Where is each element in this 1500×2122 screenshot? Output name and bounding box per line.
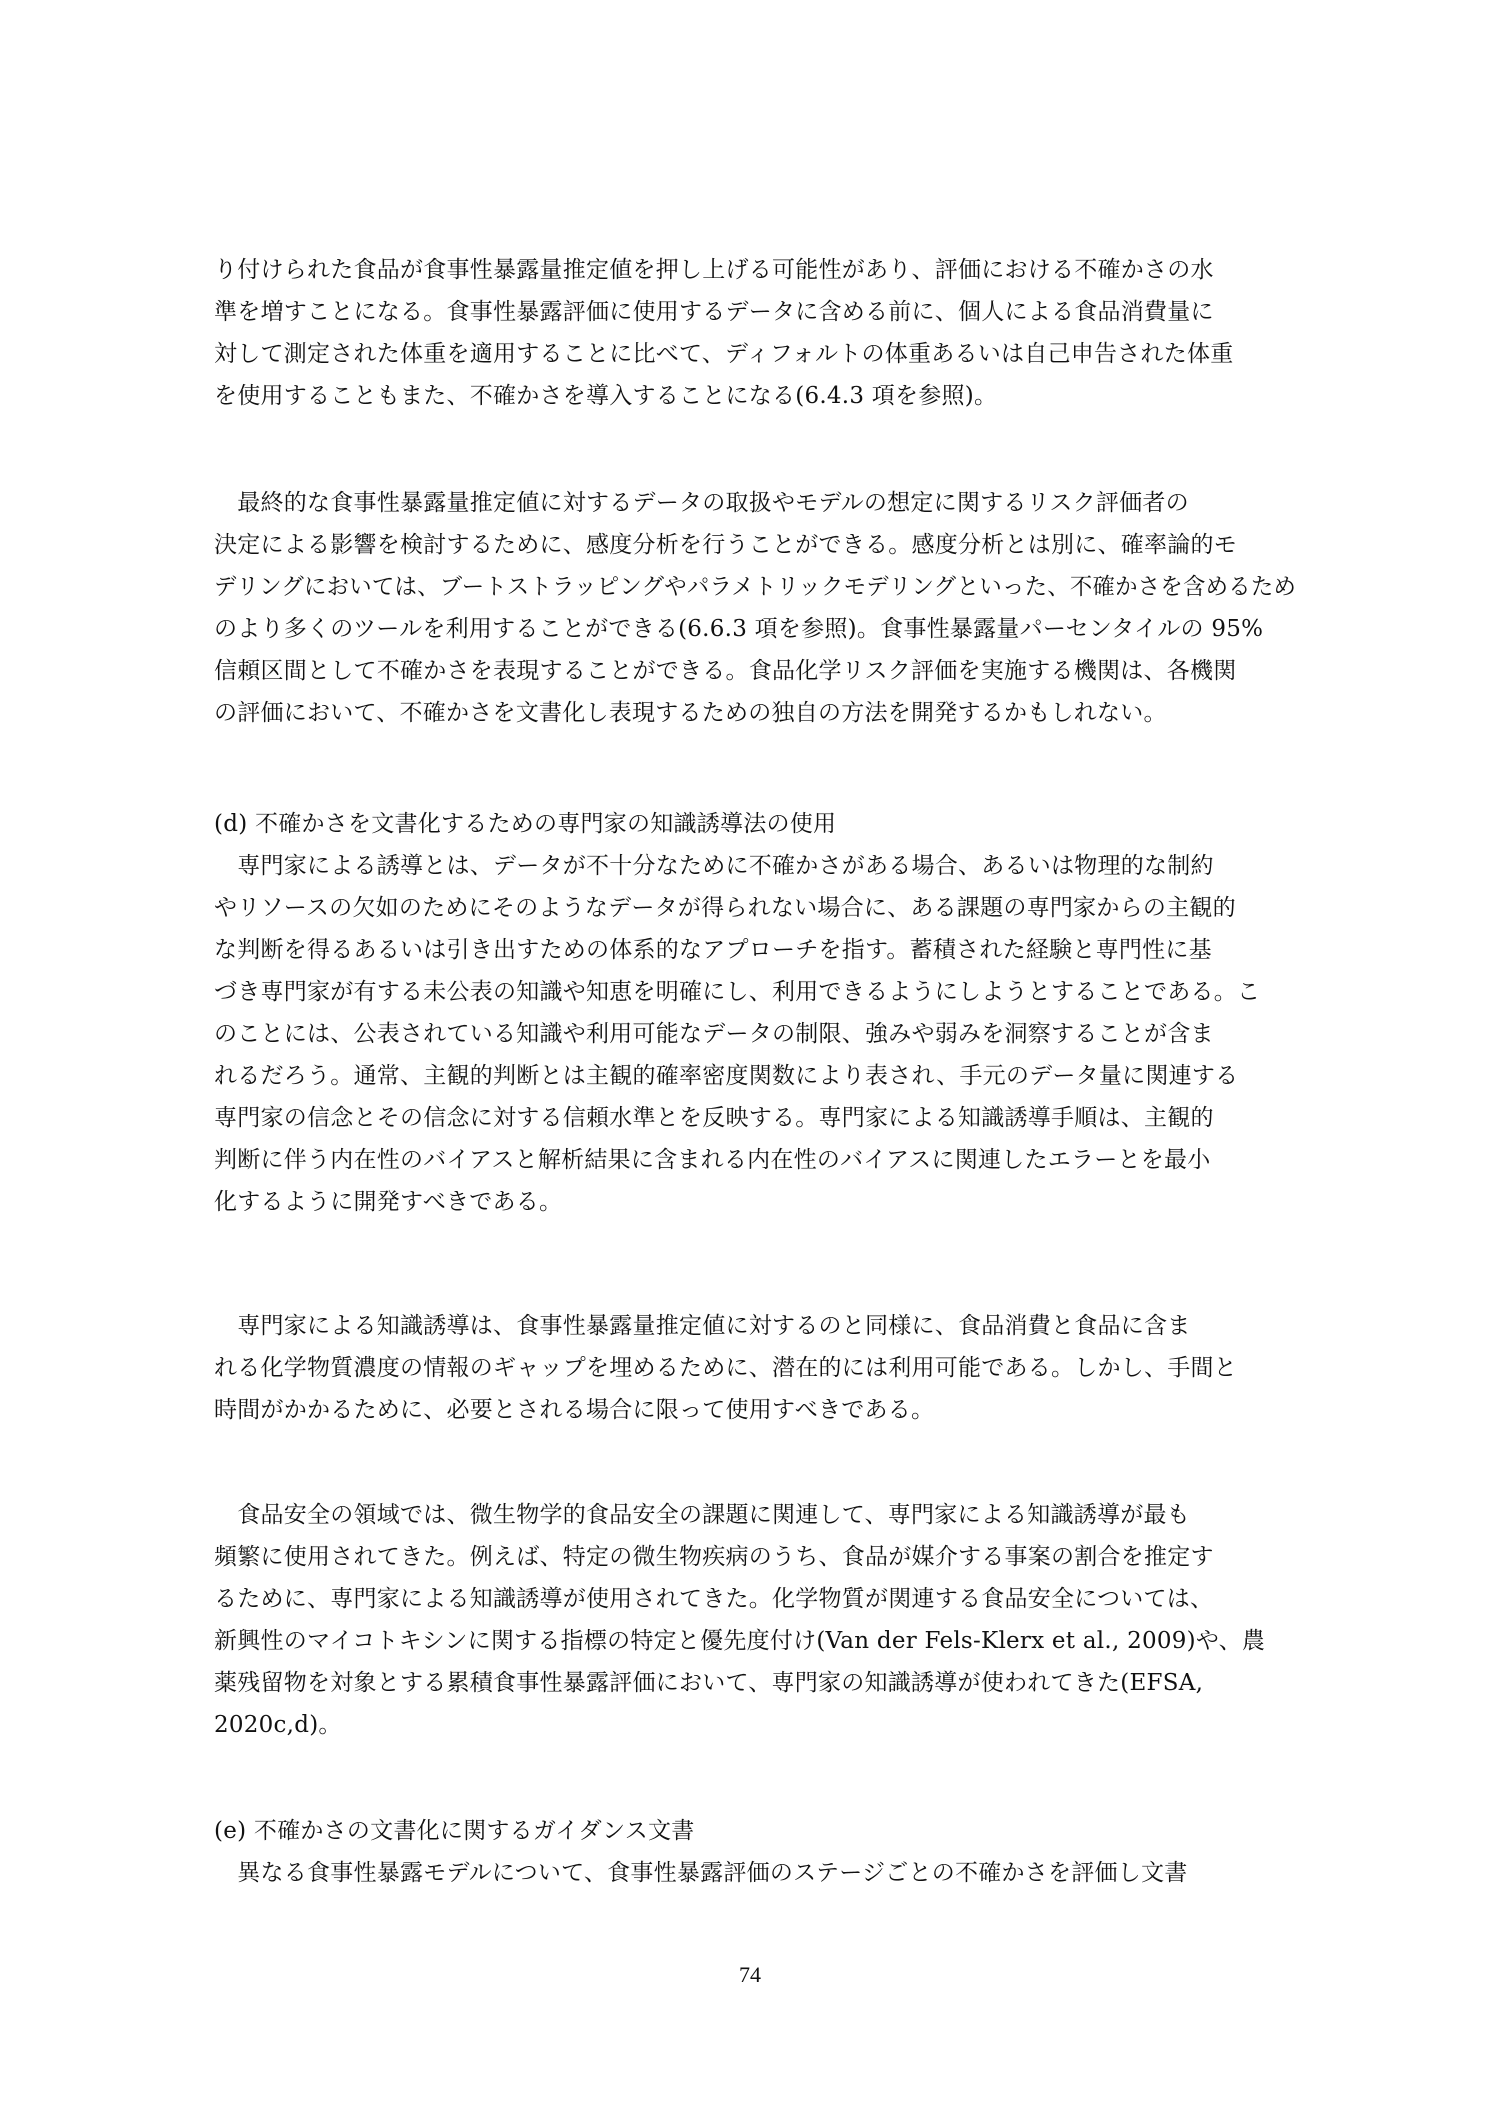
paragraph-2	[214, 482, 1296, 734]
text-line: のことには、公表されている知識や利用可能なデータの制限、強みや弱みを洞察することが含ま	[214, 1021, 1214, 1047]
text-line: 頻繁に使用されてきた。例えば、特定の微生物疾病のうち、食品が媒介する事案の割合を推定す	[214, 1544, 1214, 1570]
text-line: 信頼区間として不確かさを表現することができる。食品化学リスク評価を実施する機関は、各機関	[214, 658, 1237, 684]
section-heading: (d) 不確かさを文書化するための専門家の知識誘導法の使用	[214, 811, 837, 837]
text-line: やリソースの欠如のためにそのようなデータが得られない場合に、ある課題の専門家からの主観的	[214, 895, 1236, 921]
text-line: 決定による影響を検討するために、感度分析を行うことができる。感度分析とは別に、確率論的モ	[214, 532, 1237, 558]
text-line: 新興性のマイコトキシンに関する指標の特定と優先度付け(Van der Fels-Klerx et al., 2009)や、農	[214, 1628, 1266, 1654]
text-line: り付けられた食品が食事性暴露量推定値を押し上げる可能性があり、評価における不確かさの水	[214, 257, 1214, 283]
text-line: 専門家の信念とその信念に対する信頼水準とを反映する。専門家による知識誘導手順は、主観的	[214, 1105, 1214, 1131]
text-line: のより多くのツールを利用することができる(6.6.3 項を参照)。食事性暴露量パーセンタイルの 95%	[214, 616, 1264, 642]
text-line: 判断に伴う内在性のバイアスと解析結果に含まれる内在性のバイアスに関連したエラーとを最小	[214, 1147, 1211, 1173]
text-line: るために、専門家による知識誘導が使用されてきた。化学物質が関連する食品安全については、	[214, 1586, 1214, 1612]
section-e	[214, 1810, 1296, 1894]
text-line: デリングにおいては、ブートストラッピングやパラメトリックモデリングといった、不確かさを含めるため	[214, 574, 1297, 600]
text-line: れる化学物質濃度の情報のギャップを埋めるために、潜在的には利用可能である。しかし、手間と	[214, 1355, 1237, 1381]
text-line: 2020c,d)。	[214, 1712, 342, 1738]
text-line: 準を増すことになる。食事性暴露評価に使用するデータに含める前に、個人による食品消費量に	[214, 299, 1214, 325]
text-line: 食品安全の領域では、微生物学的食品安全の課題に関連して、専門家による知識誘導が最も	[214, 1502, 1191, 1528]
text-line: 薬残留物を対象とする累積食事性暴露評価において、専門家の知識誘導が使われてきた(EFSA,	[214, 1670, 1204, 1696]
text-line: づき専門家が有する未公表の知識や知恵を明確にし、利用できるようにしようとすることである。こ	[214, 979, 1261, 1005]
text-line: れるだろう。通常、主観的判断とは主観的確率密度関数により表され、手元のデータ量に関連する	[214, 1063, 1239, 1089]
section-d	[214, 803, 1296, 1223]
text-line: の評価において、不確かさを文書化し表現するための独自の方法を開発するかもしれない。	[214, 700, 1167, 726]
text-line: 専門家による誘導とは、データが不十分なために不確かさがある場合、あるいは物理的な制約	[214, 853, 1214, 879]
paragraph-5	[214, 1494, 1296, 1746]
page-number: 74	[739, 1962, 761, 1987]
paragraph-4	[214, 1305, 1296, 1431]
text-line: 化するように開発すべきである。	[214, 1189, 563, 1215]
section-heading: (e) 不確かさの文書化に関するガイダンス文書	[214, 1818, 695, 1844]
text-line: 最終的な食事性暴露量推定値に対するデータの取扱やモデルの想定に関するリスク評価者の	[214, 490, 1189, 516]
text-line: 対して測定された体重を適用することに比べて、ディフォルトの体重あるいは自己申告された体重	[214, 341, 1234, 367]
text-line: な判断を得るあるいは引き出すための体系的なアプローチを指す。蓄積された経験と専門性に基	[214, 937, 1212, 963]
text-line: 時間がかかるために、必要とされる場合に限って使用すべきである。	[214, 1397, 935, 1423]
text-line: 異なる食事性暴露モデルについて、食事性暴露評価のステージごとの不確かさを評価し文書	[214, 1860, 1188, 1886]
text-line: 専門家による知識誘導は、食事性暴露量推定値に対するのと同様に、食品消費と食品に含ま	[214, 1313, 1191, 1339]
text-line: を使用することもまた、不確かさを導入することになる(6.4.3 項を参照)。	[214, 383, 998, 409]
paragraph-1	[214, 249, 1296, 417]
